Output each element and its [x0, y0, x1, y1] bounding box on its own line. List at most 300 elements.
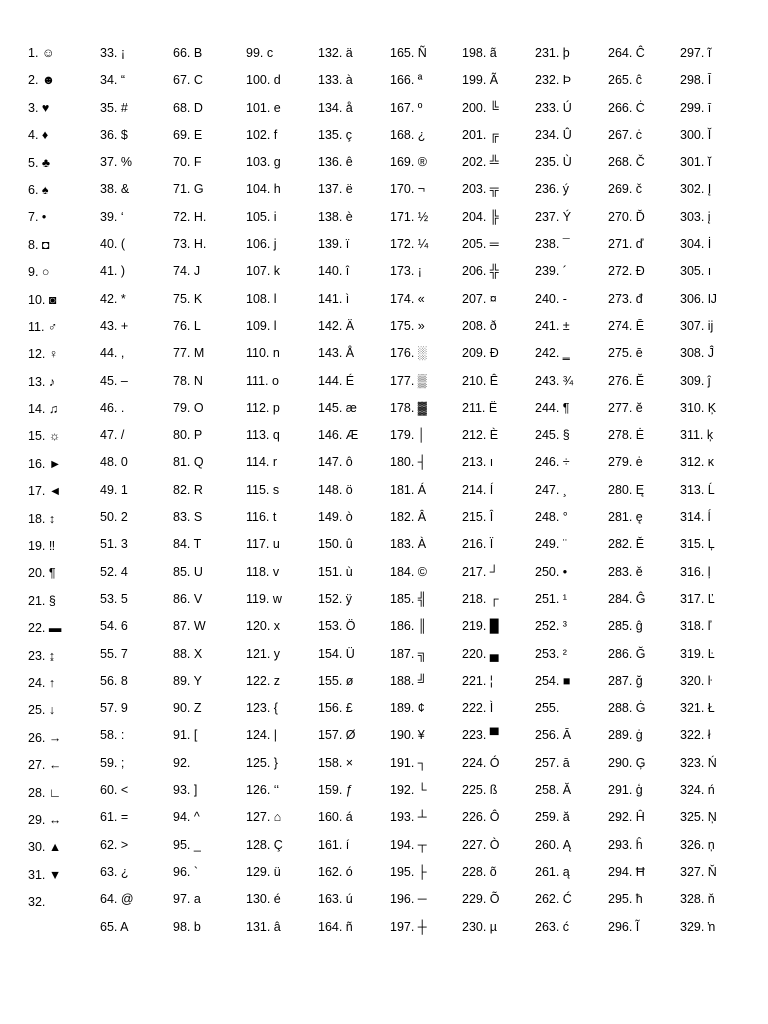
character-entry: 307. ĳ — [680, 318, 714, 333]
character-entry: 232. Þ — [535, 73, 572, 88]
character-entry: 172. ¼ — [390, 237, 429, 252]
character-entry: 238. ¯ — [535, 237, 570, 252]
character-entry: 272. Đ — [608, 264, 645, 279]
character-entry: 3. ♥ — [28, 100, 50, 115]
character-entry: 107. k — [246, 264, 281, 279]
character-entry: 219. █ — [462, 619, 499, 634]
character-entry: 326. ņ — [680, 837, 715, 852]
character-entry: 323. Ń — [680, 755, 717, 770]
character-entry: 244. ¶ — [535, 400, 570, 415]
character-entry: 188. ╝ — [390, 673, 427, 688]
character-entry: 151. ù — [318, 564, 353, 579]
character-entry: 37. % — [100, 155, 132, 170]
character-entry: 36. $ — [100, 127, 128, 142]
character-entry: 248. ° — [535, 510, 568, 525]
character-entry: 170. ¬ — [390, 182, 426, 197]
character-entry: 286. Ğ — [608, 646, 646, 661]
character-entry: 26. → — [28, 730, 62, 745]
character-entry: 231. þ — [535, 46, 570, 60]
character-entry: 294. Ħ — [608, 864, 645, 879]
character-entry: 183. À — [390, 537, 427, 552]
character-entry: 90. Z — [173, 701, 202, 716]
character-entry: 168. ¿ — [390, 127, 426, 142]
character-entry: 133. à — [318, 73, 353, 88]
character-entry: 99. c — [246, 46, 274, 60]
character-entry: 10. ◙ — [28, 292, 57, 307]
character-entry: 156. £ — [318, 701, 353, 716]
character-entry: 40. ( — [100, 237, 126, 252]
character-entry: 71. G — [173, 182, 204, 197]
character-entry: 221. ¦ — [462, 673, 494, 688]
character-entry: 60. < — [100, 783, 129, 798]
character-entry: 119. w — [246, 591, 282, 606]
character-entry: 66. B — [173, 46, 203, 60]
character-entry: 250. • — [535, 564, 568, 579]
character-entry: 222. Ì — [462, 701, 494, 716]
character-entry: 112. p — [246, 400, 280, 415]
character-entry: 203. ╦ — [462, 182, 499, 197]
character-entry: 105. i — [246, 209, 277, 224]
character-entry: 138. è — [318, 209, 353, 224]
character-entry: 145. æ — [318, 400, 357, 415]
character-entry: 196. ─ — [390, 892, 427, 907]
character-entry: 181. Á — [390, 482, 427, 497]
character-entry: 240. - — [535, 291, 567, 306]
character-entry: 197. ┼ — [390, 919, 427, 934]
character-entry: 2. ☻ — [28, 73, 56, 88]
character-column-7 — [462, 40, 536, 941]
character-entry: 174. « — [390, 291, 425, 306]
character-entry: 327. Ň — [680, 864, 717, 879]
character-entry: 159. ƒ — [318, 783, 353, 798]
character-entry: 300. Ĭ — [680, 127, 712, 142]
character-entry: 96. ` — [173, 864, 199, 879]
character-entry: 47. / — [100, 428, 125, 443]
character-entry: 126. ‘‘ — [246, 783, 280, 798]
character-column-10 — [680, 40, 754, 941]
character-entry: 58. : — [100, 728, 125, 743]
character-entry: 210. Ê — [462, 373, 499, 388]
character-entry: 301. ĭ — [680, 155, 712, 170]
character-entry: 113. q — [246, 428, 280, 443]
character-entry: 52. 4 — [100, 564, 128, 579]
character-entry: 255. — [535, 701, 560, 716]
character-entry: 288. Ġ — [608, 701, 646, 716]
character-entry: 17. ◄ — [28, 484, 62, 499]
character-entry: 256. Ā — [535, 728, 572, 743]
character-entry: 130. é — [246, 892, 281, 907]
character-entry: 44. , — [100, 346, 125, 361]
character-entry: 312. ĸ — [680, 455, 715, 470]
character-entry: 249. ¨ — [535, 537, 567, 552]
character-entry: 50. 2 — [100, 510, 128, 525]
character-entry: 157. Ø — [318, 728, 356, 743]
character-entry: 223. ▀ — [462, 728, 499, 743]
character-entry: 8. ◘ — [28, 237, 50, 252]
character-entry: 325. Ņ — [680, 810, 717, 825]
character-entry: 7. • — [28, 210, 47, 225]
character-entry: 55. 7 — [100, 646, 128, 661]
character-entry: 166. ª — [390, 73, 423, 88]
character-entry: 143. Å — [318, 346, 355, 361]
character-entry: 213. ı — [462, 455, 494, 470]
character-entry: 67. C — [173, 73, 203, 88]
character-entry: 228. õ — [462, 864, 497, 879]
character-entry: 114. r — [246, 455, 278, 470]
character-entry: 85. U — [173, 564, 203, 579]
character-entry: 265. ĉ — [608, 73, 643, 88]
character-entry: 167. º — [390, 100, 423, 115]
character-entry: 155. ø — [318, 673, 354, 688]
character-entry: 4. ♦ — [28, 128, 49, 143]
character-entry: 194. ┬ — [390, 837, 427, 852]
character-entry: 217. ┘ — [462, 564, 499, 579]
character-entry: 292. Ĥ — [608, 810, 645, 825]
character-entry: 224. Ó — [462, 755, 500, 770]
character-entry: 165. Ñ — [390, 46, 427, 60]
character-entry: 263. ć — [535, 919, 570, 934]
character-entry: 32. — [28, 895, 46, 910]
character-entry: 79. O — [173, 400, 204, 415]
character-entry: 89. Y — [173, 673, 202, 688]
character-entry: 246. ÷ — [535, 455, 570, 470]
character-entry: 92. — [173, 755, 191, 770]
character-entry: 38. & — [100, 182, 130, 197]
character-entry: 84. T — [173, 537, 202, 552]
character-entry: 30. ▲ — [28, 840, 62, 855]
character-entry: 158. × — [318, 755, 354, 770]
character-entry: 273. đ — [608, 291, 643, 306]
character-entry: 310. Ķ — [680, 400, 717, 415]
character-entry: 16. ► — [28, 456, 62, 471]
character-entry: 259. ă — [535, 810, 570, 825]
character-entry: 83. S — [173, 510, 203, 525]
character-entry: 34. “ — [100, 73, 126, 88]
character-entry: 257. ā — [535, 755, 570, 770]
character-entry: 1. ☺ — [28, 46, 55, 60]
character-column-1 — [28, 40, 102, 917]
character-entry: 289. ġ — [608, 728, 643, 743]
character-entry: 76. L — [173, 318, 201, 333]
character-entry: 297. ĩ — [680, 46, 712, 60]
character-entry: 233. Ú — [535, 100, 572, 115]
character-entry: 80. P — [173, 428, 203, 443]
character-entry: 236. ý — [535, 182, 570, 197]
character-entry: 226. Ô — [462, 810, 500, 825]
character-entry: 187. ╗ — [390, 646, 427, 661]
character-entry: 270. Ď — [608, 209, 645, 224]
character-entry: 120. x — [246, 619, 281, 634]
character-entry: 184. © — [390, 564, 428, 579]
character-entry: 163. ú — [318, 892, 353, 907]
character-entry: 64. @ — [100, 892, 134, 907]
character-entry: 28. ∟ — [28, 785, 62, 800]
character-entry: 204. ╠ — [462, 209, 499, 224]
character-entry: 57. 9 — [100, 701, 128, 716]
character-entry: 290. Ģ — [608, 755, 646, 770]
character-entry: 278. Ė — [608, 428, 645, 443]
character-entry: 245. § — [535, 428, 570, 443]
character-entry: 315. Ļ — [680, 537, 715, 552]
character-entry: 5. ♣ — [28, 155, 51, 170]
character-entry: 128. Ç — [246, 837, 283, 852]
character-entry: 264. Ĉ — [608, 46, 645, 60]
character-entry: 73. H. — [173, 237, 207, 252]
character-entry: 199. Ã — [462, 73, 499, 88]
character-entry: 110. n — [246, 346, 280, 361]
character-entry: 54. 6 — [100, 619, 128, 634]
character-entry: 103. g — [246, 155, 281, 170]
character-entry: 182. Â — [390, 510, 427, 525]
character-entry: 243. ¾ — [535, 373, 574, 388]
character-entry: 201. ╔ — [462, 127, 499, 142]
character-entry: 18. ↕ — [28, 511, 56, 526]
character-entry: 280. Ę — [608, 482, 645, 497]
character-entry: 234. Û — [535, 127, 572, 142]
character-entry: 205. ═ — [462, 237, 499, 252]
character-entry: 230. µ — [462, 919, 498, 934]
character-entry: 171. ½ — [390, 209, 429, 224]
character-entry: 260. Ą — [535, 837, 572, 852]
character-entry: 291. ģ — [608, 783, 643, 798]
character-entry: 140. î — [318, 264, 350, 279]
character-entry: 189. ¢ — [390, 701, 425, 716]
character-entry: 118. v — [246, 564, 280, 579]
character-entry: 63. ¿ — [100, 864, 129, 879]
character-entry: 302. Į — [680, 182, 712, 197]
character-entry: 266. Ċ — [608, 100, 645, 115]
character-entry: 122. z — [246, 673, 281, 688]
character-entry: 101. e — [246, 100, 281, 115]
character-entry: 180. ┤ — [390, 455, 427, 470]
character-entry: 179. │ — [390, 428, 426, 443]
character-entry: 220. ▄ — [462, 646, 499, 661]
character-entry: 320. ŀ — [680, 673, 712, 688]
character-entry: 81. Q — [173, 455, 204, 470]
character-entry: 144. É — [318, 373, 355, 388]
character-entry: 214. Í — [462, 482, 494, 497]
character-entry: 319. Ŀ — [680, 646, 715, 661]
character-entry: 9. ○ — [28, 265, 50, 280]
character-entry: 42. * — [100, 291, 126, 306]
character-entry: 242. ‗ — [535, 346, 570, 361]
character-entry: 14. ♫ — [28, 402, 59, 417]
character-entry: 275. ē — [608, 346, 643, 361]
character-column-8 — [535, 40, 609, 941]
character-entry: 59. ; — [100, 755, 125, 770]
character-entry: 98. b — [173, 919, 201, 934]
character-entry: 23. ↨ — [28, 648, 56, 663]
character-entry: 39. ‘ — [100, 209, 124, 224]
character-entry: 185. ╣ — [390, 591, 427, 606]
character-entry: 65. A — [100, 919, 129, 934]
character-entry: 146. Æ — [318, 428, 359, 443]
character-entry: 285. ĝ — [608, 619, 643, 634]
character-entry: 241. ± — [535, 318, 570, 333]
character-entry: 35. # — [100, 100, 128, 115]
character-entry: 131. â — [246, 919, 281, 934]
character-entry: 77. M — [173, 346, 205, 361]
character-entry: 46. . — [100, 400, 125, 415]
character-entry: 117. u — [246, 537, 280, 552]
character-entry: 293. ĥ — [608, 837, 643, 852]
character-entry: 53. 5 — [100, 591, 128, 606]
character-entry: 70. F — [173, 155, 202, 170]
character-entry: 237. Ý — [535, 209, 572, 224]
character-entry: 202. ╩ — [462, 155, 499, 170]
character-entry: 304. İ — [680, 237, 712, 252]
character-entry: 176. ░ — [390, 346, 427, 361]
character-entry: 309. ĵ — [680, 373, 711, 388]
character-entry: 254. ■ — [535, 673, 571, 688]
character-column-5 — [318, 40, 392, 941]
character-entry: 212. È — [462, 428, 499, 443]
character-entry: 190. ¥ — [390, 728, 425, 743]
character-entry: 94. ^ — [173, 810, 200, 825]
character-entry: 12. ♀ — [28, 347, 59, 362]
character-entry: 209. Ð — [462, 346, 499, 361]
character-entry: 314. ĺ — [680, 510, 711, 525]
character-entry: 111. o — [246, 373, 279, 388]
character-entry: 279. ė — [608, 455, 643, 470]
character-entry: 178. ▓ — [390, 400, 427, 415]
character-entry: 267. ċ — [608, 127, 643, 142]
character-entry: 287. ğ — [608, 673, 643, 688]
character-column-4 — [246, 40, 320, 941]
character-entry: 229. Õ — [462, 892, 500, 907]
character-entry: 88. X — [173, 646, 203, 661]
character-entry: 147. ô — [318, 455, 353, 470]
character-entry: 298. Ī — [680, 73, 712, 88]
character-entry: 282. Ě — [608, 537, 645, 552]
character-entry: 148. ö — [318, 482, 353, 497]
character-entry: 225. ß — [462, 783, 498, 798]
character-entry: 139. ï — [318, 237, 350, 252]
character-entry: 141. ì — [318, 291, 350, 306]
character-entry: 153. Ö — [318, 619, 356, 634]
character-entry: 316. ļ — [680, 564, 711, 579]
character-entry: 21. § — [28, 593, 56, 608]
character-entry: 208. ð — [462, 318, 497, 333]
character-entry: 6. ♠ — [28, 182, 49, 197]
character-entry: 206. ╬ — [462, 264, 499, 279]
character-entry: 306. Ĳ — [680, 291, 717, 306]
character-column-9 — [608, 40, 682, 941]
character-column-3 — [173, 40, 247, 941]
character-entry: 269. č — [608, 182, 643, 197]
character-column-2 — [100, 40, 174, 941]
character-entry: 29. ↔ — [28, 812, 62, 827]
character-entry: 299. ī — [680, 100, 712, 115]
character-entry: 15. ☼ — [28, 429, 61, 444]
character-entry: 136. ê — [318, 155, 353, 170]
character-entry: 303. į — [680, 209, 711, 224]
character-entry: 152. ÿ — [318, 591, 353, 606]
character-entry: 283. ě — [608, 564, 643, 579]
character-entry: 108. l — [246, 291, 277, 306]
character-entry: 191. ┐ — [390, 755, 427, 770]
character-entry: 322. ł — [680, 728, 711, 743]
character-entry: 284. Ĝ — [608, 591, 646, 606]
character-entry: 124. | — [246, 728, 278, 743]
character-entry: 137. ë — [318, 182, 353, 197]
character-entry: 311. ķ — [680, 428, 714, 443]
character-entry: 186. ║ — [390, 619, 427, 634]
character-entry: 268. Č — [608, 155, 645, 170]
character-entry: 75. K — [173, 291, 203, 306]
character-entry: 115. s — [246, 482, 280, 497]
character-entry: 24. ↑ — [28, 675, 56, 690]
character-entry: 135. ç — [318, 127, 353, 142]
character-entry: 160. á — [318, 810, 353, 825]
character-entry: 258. Ă — [535, 783, 572, 798]
character-entry: 154. Ü — [318, 646, 355, 661]
character-entry: 125. } — [246, 755, 278, 770]
character-entry: 116. t — [246, 510, 277, 525]
character-entry: 62. > — [100, 837, 129, 852]
character-entry: 45. – — [100, 373, 128, 388]
character-entry: 123. { — [246, 701, 278, 716]
character-entry: 95. _ — [173, 837, 201, 852]
character-entry: 281. ę — [608, 510, 643, 525]
character-entry: 33. ¡ — [100, 46, 126, 60]
character-entry: 74. J — [173, 264, 201, 279]
character-entry: 276. Ĕ — [608, 373, 645, 388]
character-column-6 — [390, 40, 464, 941]
character-entry: 324. ń — [680, 783, 715, 798]
character-entry: 102. f — [246, 127, 278, 142]
character-entry: 51. 3 — [100, 537, 128, 552]
character-entry: 86. V — [173, 591, 203, 606]
character-entry: 161. í — [318, 837, 350, 852]
character-entry: 41. ) — [100, 264, 126, 279]
character-entry: 100. d — [246, 73, 281, 88]
character-entry: 277. ĕ — [608, 400, 643, 415]
character-entry: 328. ň — [680, 892, 715, 907]
character-entry: 97. a — [173, 892, 201, 907]
character-entry: 142. Ä — [318, 318, 355, 333]
character-entry: 129. ü — [246, 864, 281, 879]
character-entry: 78. N — [173, 373, 203, 388]
character-entry: 211. Ë — [462, 400, 498, 415]
character-entry: 296. Ĩ — [608, 919, 640, 934]
character-entry: 11. ♂ — [28, 319, 58, 334]
character-entry: 134. å — [318, 100, 353, 115]
character-entry: 227. Ò — [462, 837, 500, 852]
character-entry: 87. W — [173, 619, 206, 634]
character-entry: 175. » — [390, 318, 425, 333]
character-entry: 251. ¹ — [535, 591, 567, 606]
character-entry: 22. ▬ — [28, 621, 62, 636]
character-entry: 177. ▒ — [390, 373, 427, 388]
character-entry: 274. Ē — [608, 318, 645, 333]
character-entry: 82. R — [173, 482, 203, 497]
character-entry: 318. ľ — [680, 619, 712, 634]
character-entry: 321. Ł — [680, 701, 715, 716]
character-entry: 43. + — [100, 318, 129, 333]
character-entry: 19. ‼ — [28, 539, 56, 554]
character-entry: 164. ñ — [318, 919, 353, 934]
character-entry: 69. E — [173, 127, 203, 142]
character-entry: 31. ▼ — [28, 867, 62, 882]
character-entry: 317. Ľ — [680, 591, 715, 606]
character-entry: 72. H. — [173, 209, 207, 224]
character-entry: 150. û — [318, 537, 353, 552]
character-entry: 109. l — [246, 318, 277, 333]
character-entry: 61. = — [100, 810, 129, 825]
character-entry: 218. ┌ — [462, 591, 499, 606]
character-entry: 162. ó — [318, 864, 353, 879]
